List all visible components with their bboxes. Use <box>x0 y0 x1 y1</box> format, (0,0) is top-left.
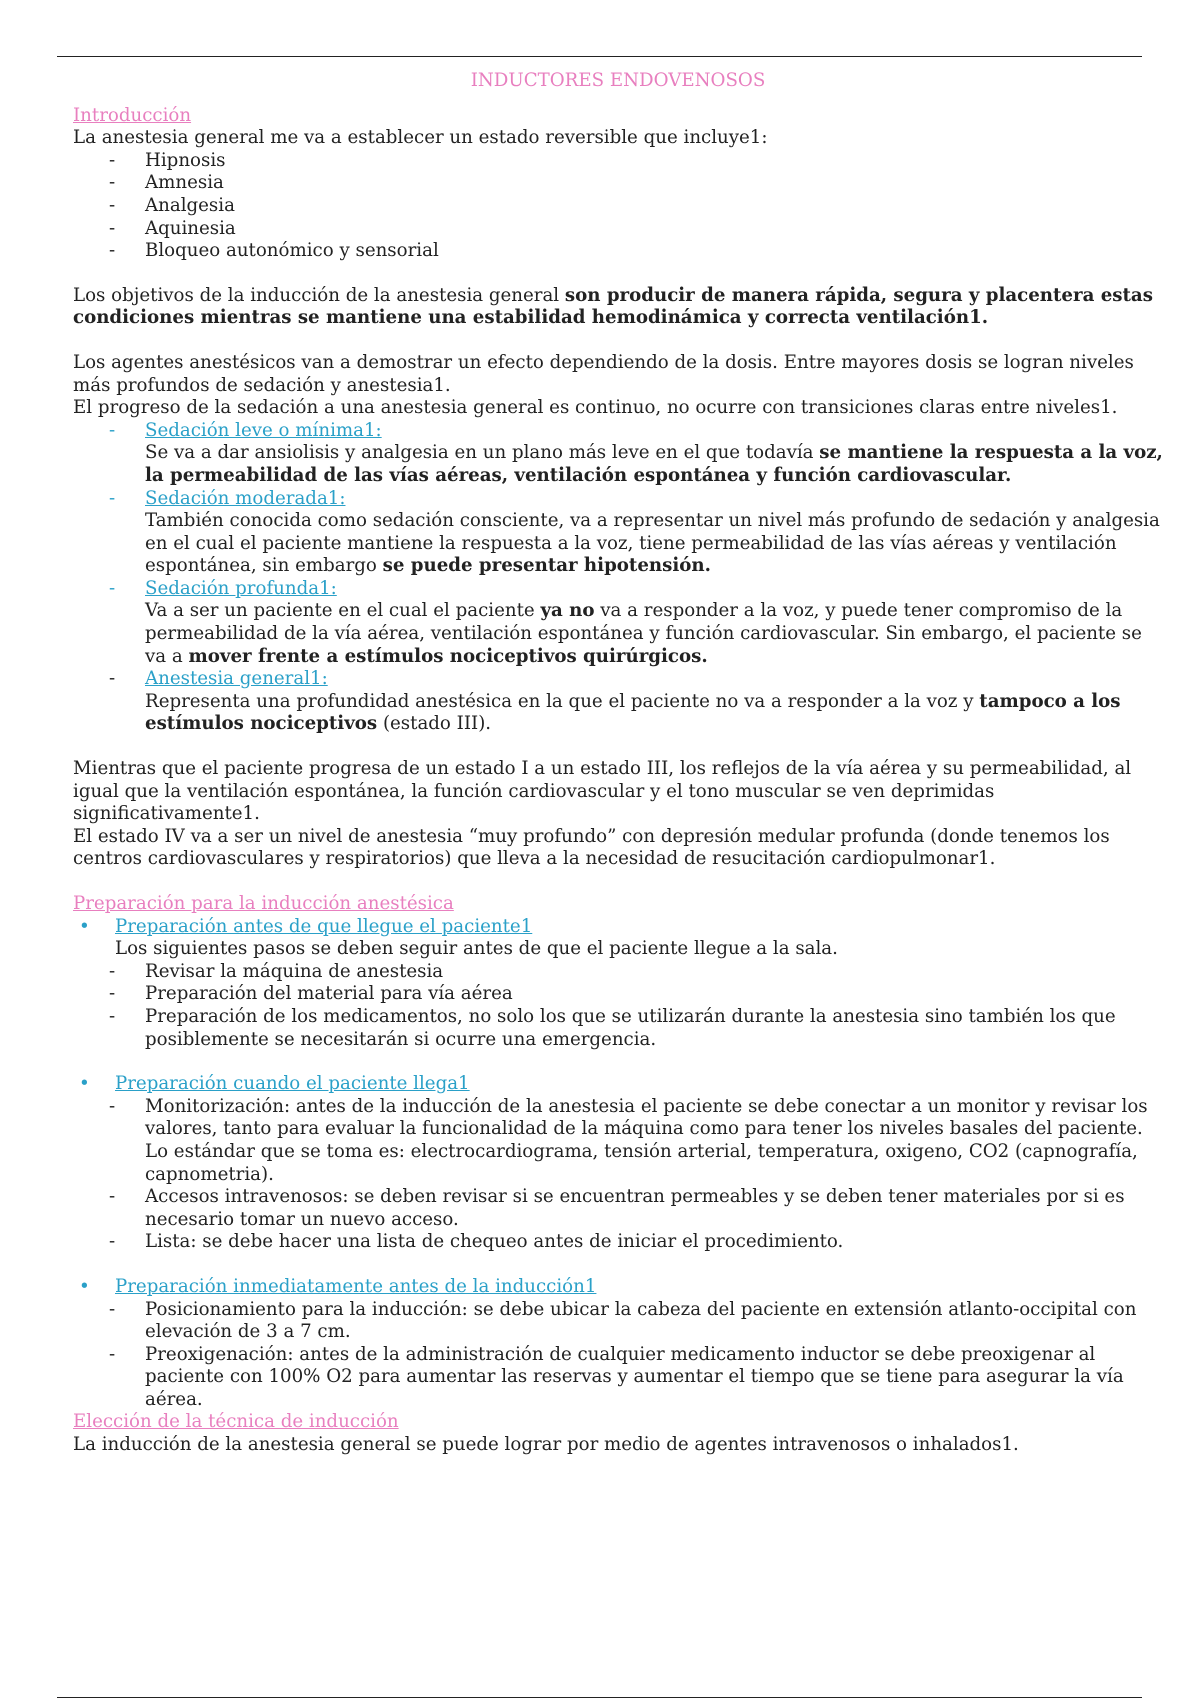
preparacion-section <box>73 916 1163 1074</box>
nivel-title: - Sedación leve o mínima1: <box>145 419 382 441</box>
nivel-bold: tampoco a los estímulos nociceptivos <box>145 690 1121 735</box>
nivel-item <box>73 578 1163 668</box>
list-item: - Bloqueo autonómico y sensorial <box>73 240 1163 263</box>
section-items <box>115 1096 1163 1254</box>
list-item: - Preoxigenación: antes de la administración de cualquier medicamento inductor se debe preoxigenar al paciente con 100% O2 para aumentar las reservas y aumentar el tiempo que se tiene para asegurar la vía aérea. <box>115 1344 1163 1412</box>
nivel-title: - Sedación profunda1: <box>145 577 337 599</box>
nivel-item <box>73 668 1163 736</box>
eleccion-paragraph: La inducción de la anestesia general se puede lograr por medio de agentes intravenosos o inhalados1. <box>73 1434 1019 1456</box>
objetivos-paragraph <box>73 285 1163 330</box>
nivel-bold: se puede presentar hipotensión. <box>382 555 711 577</box>
nivel-item <box>73 488 1163 578</box>
agentes-paragraph-1: Los agentes anestésicos van a demostrar un efecto dependiendo de la dosis. Entre mayores dosis se logran niveles más profundos de sedación y anestesia1. <box>73 351 1134 396</box>
nivel-bold: se mantiene la respuesta a la voz, la permeabilidad de las vías aéreas, ventilación espontánea y función cardiovascular. <box>145 442 1163 486</box>
section-title: • Preparación cuando el paciente llega1 <box>115 1073 470 1095</box>
agentes-paragraph-2: El progreso de la sedación a una anestesia general es continuo, no ocurre con transiciones claras entre niveles1. <box>73 397 1118 419</box>
list-item: - Hipnosis <box>73 150 1163 173</box>
niveles-list <box>73 420 1163 736</box>
list-item: - Revisar la máquina de anestesia <box>115 961 1163 984</box>
list-item: - Monitorización: antes de la inducción de la anestesia el paciente se debe conectar a un monitor y revisar los valores, tanto para evaluar la funcionalidad de la máquina como para tener los niveles basales del paciente. Lo estándar que se toma es: electrocardiograma, tensión arterial, temperatura, oxigeno, CO2 (capnografía, capnometria). <box>115 1096 1163 1186</box>
nivel-item <box>73 420 1163 488</box>
preparacion-heading: Preparación para la inducción anestésica <box>73 893 454 914</box>
preparacion-section <box>73 1073 1163 1276</box>
progreso-paragraph-2: El estado IV va a ser un nivel de anestesia “muy profundo” con depresión medular profunda (donde tenemos los centros cardiovasculares y respiratorios) que lleva a la necesidad de resucitación cardiopulmonar1. <box>73 825 1110 870</box>
list-item: - Preparación del material para vía aérea <box>115 983 1163 1006</box>
list-item: - Accesos intravenosos: se deben revisar si se encuentran permeables y se deben tener materiales por si es necesario tomar un nuevo acceso. <box>115 1186 1163 1231</box>
section-lead: Los siguientes pasos se deben seguir antes de que el paciente llegue a la sala. <box>115 938 838 960</box>
list-item: - Lista: se debe hacer una lista de chequeo antes de iniciar el procedimiento. <box>115 1231 1163 1254</box>
list-item: - Analgesia <box>73 195 1163 218</box>
list-item: - Amnesia <box>73 172 1163 195</box>
document-title: INDUCTORES ENDOVENOSOS <box>470 70 766 91</box>
nivel-text: Se va a dar ansiolisis y analgesia en un plano más leve en el que todavía <box>145 442 820 464</box>
list-item: - Aquinesia <box>73 218 1163 241</box>
objetivos-bold: son producir de manera rápida, segura y placentera estas condiciones mientras se mantiene una estabilidad hemodinámica y correcta ventilación1. <box>73 284 1153 329</box>
intro-lead: La anestesia general me va a establecer un estado reversible que incluye1: <box>73 127 768 149</box>
preparacion-section <box>73 1276 1163 1412</box>
eleccion-heading: Elección de la técnica de inducción <box>73 1411 399 1433</box>
progreso-paragraph-1: Mientras que el paciente progresa de un estado I a un estado III, los reflejos de la vía aérea y su permeabilidad, al igual que la ventilación espontánea, la función cardiovascular y el tono muscular se ven deprimidas significativamente1. <box>73 758 1132 825</box>
document-page <box>73 70 1163 1457</box>
intro-heading: Introducción <box>73 104 192 126</box>
top-rule <box>57 56 1142 57</box>
objetivos-text: Los objetivos de la inducción de la anestesia general <box>73 284 565 306</box>
intro-list <box>73 150 1163 263</box>
bottom-rule <box>57 1697 1142 1698</box>
nivel-text: Representa una profundidad anestésica en la que el paciente no va a responder a la voz y <box>145 690 980 712</box>
list-item: - Posicionamiento para la inducción: se debe ubicar la cabeza del paciente en extensión atlanto-occipital con elevación de 3 a 7 cm. <box>115 1299 1163 1344</box>
nivel-text: Va a ser un paciente en el cual el paciente <box>145 600 541 622</box>
nivel-text: (estado III). <box>377 713 492 735</box>
nivel-bold: ya no <box>540 600 595 622</box>
section-title: • Preparación inmediatamente antes de la inducción1 <box>115 1275 597 1297</box>
section-items <box>115 961 1163 1051</box>
list-item: - Preparación de los medicamentos, no solo los que se utilizarán durante la anestesia sino también los que posiblemente se necesitarán si ocurre una emergencia. <box>115 1006 1163 1051</box>
nivel-title: - Sedación moderada1: <box>145 487 346 509</box>
preparacion-list <box>73 916 1163 1412</box>
nivel-text: También conocida como sedación consciente, va a representar un nivel más profundo de sedación y analgesia en el cual el paciente mantiene la respuesta a la voz, tiene permeabilidad de las vías aéreas y ventilación espontánea, sin embargo <box>145 510 1160 577</box>
section-items <box>115 1299 1163 1412</box>
section-title: • Preparación antes de que llegue el paciente1 <box>115 915 533 937</box>
nivel-text: va a responder a la voz, y puede tener compromiso de la permeabilidad de la vía aérea, ventilación espontánea y función cardiovascular. Sin embargo, el paciente se va a <box>145 600 1142 667</box>
nivel-bold: mover frente a estímulos nociceptivos quirúrgicos. <box>188 645 708 667</box>
nivel-title: - Anestesia general1: <box>145 668 328 690</box>
